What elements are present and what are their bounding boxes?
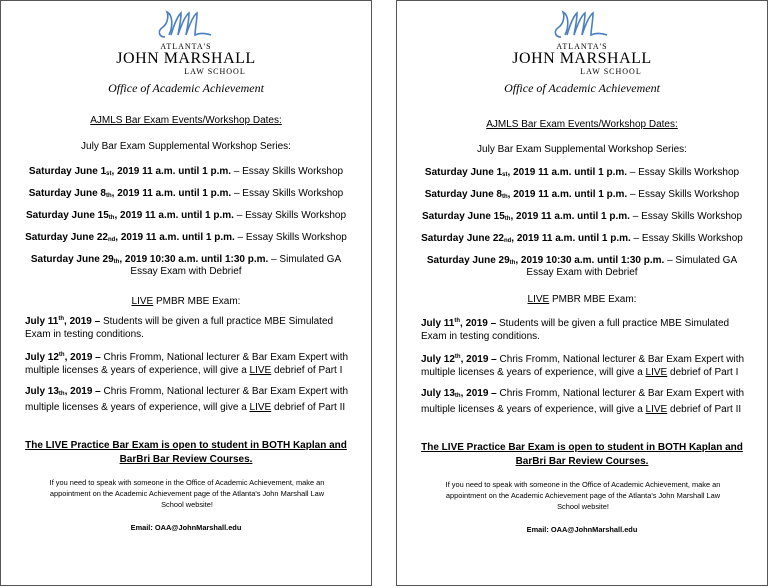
workshop-item: Saturday June $8_{th}$, 2019 11 a.m. until 1 p.m. – Essay Skills Workshop [28, 188, 344, 199]
logo-name-text: JOHN MARSHALL [512, 50, 652, 67]
series-title: July Bar Exam Supplemental Workshop Series: [477, 144, 687, 155]
contact-note: If you need to speak with someone in the Office of Academic Achievement, make an appointment on the Academic Achievement page of the Atlanta's John Marshall Law School website! [49, 478, 325, 509]
flyer-left [0, 0, 372, 586]
jm-monogram-icon [547, 7, 617, 43]
series-title: July Bar Exam Supplemental Workshop Series: [81, 141, 291, 152]
mbe-heading: LIVE PMBR MBE Exam: [527, 294, 637, 305]
mbe-item: July 11th, 2019 – Students will be given a full practice MBE Simulated Exam in testing conditions. [421, 318, 730, 342]
office-title: Office of Academic Achievement [108, 81, 264, 95]
logo-atlanta-text: ATLANTA'S [556, 42, 608, 51]
open-notice-line2: BarBri Bar Review Courses. [515, 456, 649, 467]
contact-email: Email: OAA@JohnMarshall.edu [526, 525, 638, 534]
workshop-item: Saturday June $15_{th}$, 2019 11 a.m. until 1 p.m. – Essay Skills Workshop [421, 211, 743, 222]
events-heading: AJMLS Bar Exam Events/Workshop Dates: [486, 119, 678, 130]
open-notice-line2: BarBri Bar Review Courses. [119, 454, 253, 465]
events-heading: AJMLS Bar Exam Events/Workshop Dates: [90, 115, 282, 126]
workshop-item: Saturday June $29_{th}$, 2019 10:30 a.m. until 1:30 p.m. – Simulated GA [30, 254, 342, 265]
logo-school-text: LAW SCHOOL [184, 67, 246, 76]
mbe-item: July 11th, 2019 – Students will be given a full practice MBE Simulated Exam in testing conditions. [25, 316, 334, 340]
workshop-item: Saturday June $22_{nd}$, 2019 11 a.m. until 1 p.m. – Essay Skills Workshop [25, 232, 347, 243]
flyer-right [396, 0, 768, 586]
jm-monogram-icon [151, 7, 221, 43]
contact-email: Email: OAA@JohnMarshall.edu [130, 523, 242, 532]
workshop-item: Saturday June $8_{th}$, 2019 11 a.m. until 1 p.m. – Essay Skills Workshop [424, 189, 740, 200]
workshop-item: Saturday June $15_{th}$, 2019 11 a.m. until 1 p.m. – Essay Skills Workshop [25, 210, 347, 221]
workshop-item: Saturday June $1_{st}$, 2019 11 a.m. until 1 p.m. – Essay Skills Workshop [28, 166, 344, 177]
open-notice-line1: The LIVE Practice Bar Exam is open to student in BOTH Kaplan and [421, 442, 743, 453]
mbe-item: July 12th, 2019 – Chris Fromm, National lecturer & Bar Exam Expert with multiple licenses & years of experience, will give a LIVE debrief of Part I [421, 354, 745, 378]
workshop-item: Saturday June $29_{th}$, 2019 10:30 a.m. until 1:30 p.m. – Simulated GA [426, 255, 738, 266]
workshop-item: Saturday June $22_{nd}$, 2019 11 a.m. until 1 p.m. – Essay Skills Workshop [421, 233, 743, 244]
office-title: Office of Academic Achievement [504, 81, 660, 95]
school-logo [1, 7, 371, 76]
mbe-item: July $13_{th}$, 2019 – Chris Fromm, National lecturer & Bar Exam Expert with multiple licenses & years of experience, will give a LIVE debrief of Part II [25, 386, 349, 413]
open-notice-line1: The LIVE Practice Bar Exam is open to student in BOTH Kaplan and [25, 440, 347, 451]
logo-school-text: LAW SCHOOL [580, 67, 642, 76]
logo-name-text: JOHN MARSHALL [116, 50, 256, 67]
workshop-item-continued: Essay Exam with Debrief [526, 267, 638, 278]
logo-atlanta-text: ATLANTA'S [160, 42, 212, 51]
school-logo [397, 7, 767, 76]
mbe-item: July $13_{th}$, 2019 – Chris Fromm, National lecturer & Bar Exam Expert with multiple licenses & years of experience, will give a LIVE debrief of Part II [421, 388, 745, 415]
contact-note: If you need to speak with someone in the Office of Academic Achievement, make an appointment on the Academic Achievement page of the Atlanta's John Marshall Law School website! [445, 480, 721, 511]
mbe-heading: LIVE PMBR MBE Exam: [131, 296, 241, 307]
workshop-item: Saturday June $1_{st}$, 2019 11 a.m. until 1 p.m. – Essay Skills Workshop [424, 167, 740, 178]
workshop-item-continued: Essay Exam with Debrief [130, 266, 242, 277]
mbe-item: July 12th, 2019 – Chris Fromm, National lecturer & Bar Exam Expert with multiple licenses & years of experience, will give a LIVE debrief of Part I [25, 352, 349, 376]
